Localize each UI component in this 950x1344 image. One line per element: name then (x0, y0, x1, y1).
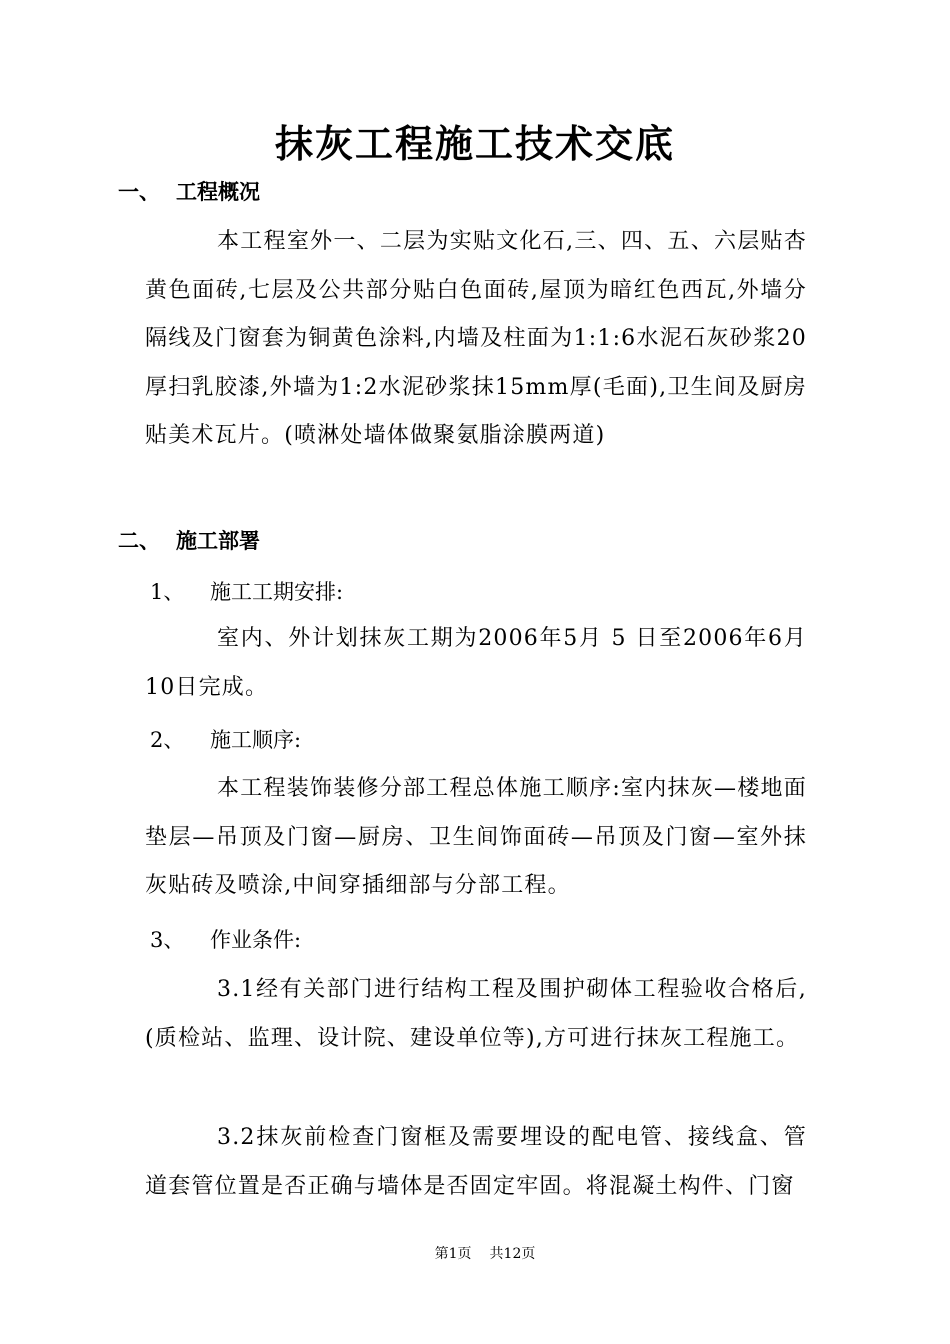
section-heading-deployment (118, 526, 260, 556)
schedule-paragraph: 室内、外计划抹灰工期为2006年5月 5 日至2006年6月10日完成。 (145, 626, 807, 700)
subsection-sequence (150, 725, 301, 755)
subsection-schedule (150, 577, 343, 607)
subsection-label: 作业条件: (210, 928, 302, 952)
overview-paragraph: 本工程室外一、二层为实贴文化石,三、四、五、六层贴杏黄色面砖,七层及公共部分贴白色面砖,屋顶为暗红色西瓦,外墙分隔线及门窗套为铜黄色涂料,内墙及柱面为1:1:6水泥石灰砂浆20厚扫乳胶漆,外墙为1:2水泥砂浆抹15mm厚(毛面),卫生间及厨房贴美术瓦片。(喷淋处墙体做聚氨脂涂膜两道) (145, 229, 807, 448)
section-title: 施工部署 (176, 528, 260, 553)
section-number: 一、 (118, 179, 160, 204)
subsection-conditions (150, 925, 301, 955)
condition-3-1-paragraph: 3.1经有关部门进行结构工程及围护砌体工程验收合格后,(质检站、监理、设计院、建设单位等),方可进行抹灰工程施工。 (145, 977, 807, 1051)
subsection-number: 2、 (150, 728, 185, 752)
condition-3-2-paragraph: 3.2抹灰前检查门窗框及需要埋设的配电管、接线盒、管道套管位置是否正确与墙体是否固定牢固。将混凝土构件、门窗 (145, 1125, 807, 1199)
subsection-number: 3、 (150, 928, 185, 952)
section-heading-overview (118, 177, 260, 207)
page-footer (0, 1244, 950, 1264)
sequence-paragraph: 本工程装饰装修分部工程总体施工顺序:室内抹灰—楼地面垫层—吊顶及门窗—厨房、卫生间饰面砖—吊顶及门窗—室外抹灰贴砖及喷涂,中间穿插细部与分部工程。 (145, 776, 807, 898)
subsection-label: 施工顺序: (210, 728, 302, 752)
section-number: 二、 (118, 528, 160, 553)
subsection-label: 施工工期安排: (210, 580, 344, 604)
subsection-number: 1、 (150, 580, 185, 604)
document-title: 抹灰工程施工技术交底 (274, 121, 675, 166)
total-page-count: 共12页 (489, 1246, 536, 1262)
current-page-number: 第1页 (434, 1246, 472, 1262)
section-title: 工程概况 (176, 179, 260, 204)
